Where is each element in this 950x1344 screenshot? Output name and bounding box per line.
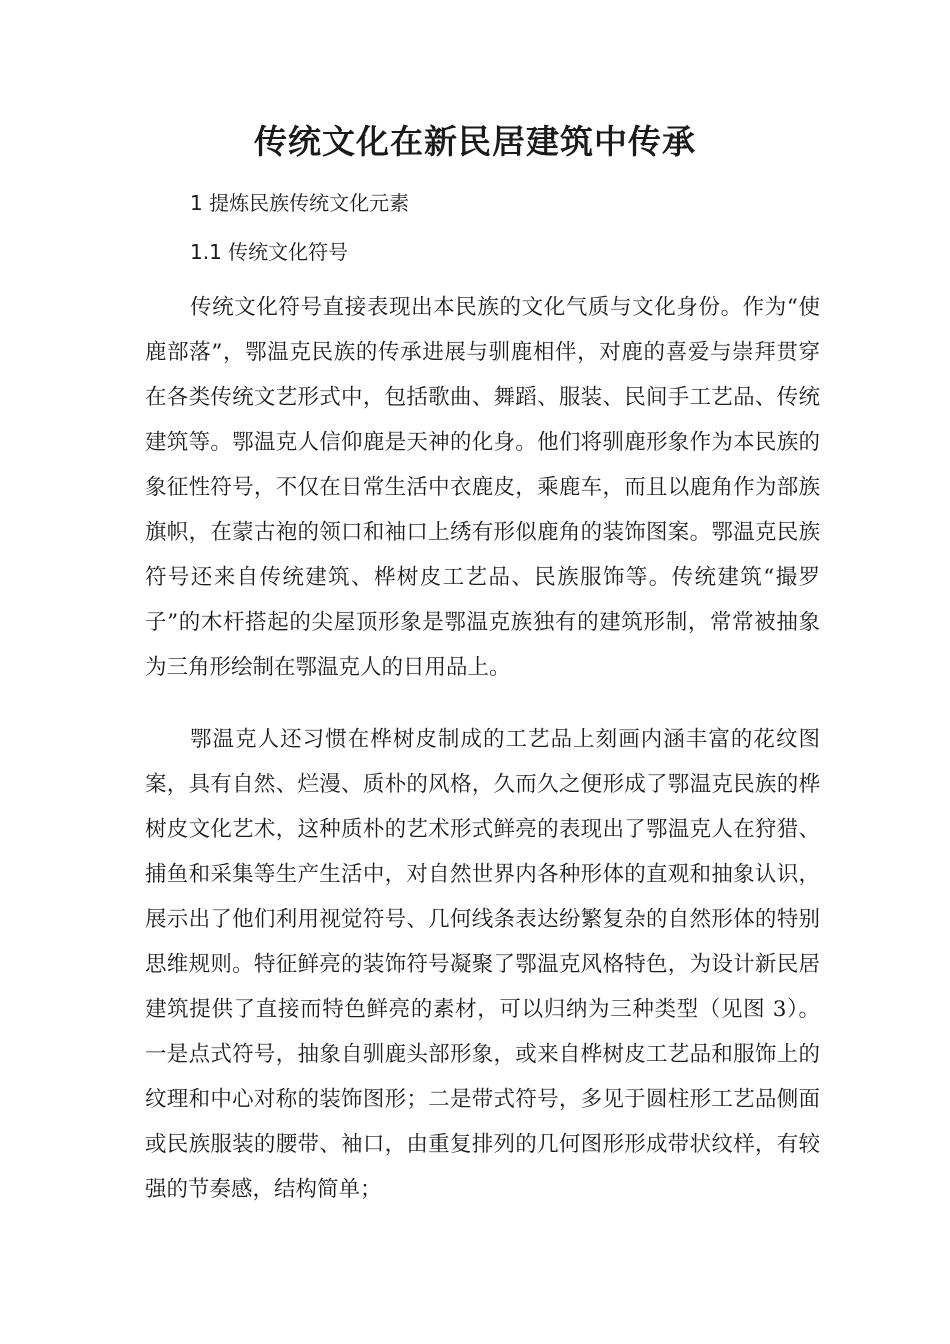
section-heading: 1 提炼民族传统文化元素 bbox=[190, 191, 410, 215]
body-paragraph-1: 传统文化符号直接表现出本民族的文化气质与文化身份。作为“使鹿部落”，鄂温克民族的传承进展与驯鹿相伴，对鹿的喜爱与崇拜贯穿在各类传统文艺形式中，包括歌曲、舞蹈、服装、民间手工艺品、传统建筑等。鄂温克人信仰鹿是天神的化身。他们将驯鹿形象作为本民族的象征性符号，不仅在日常生活中衣鹿皮，乘鹿车，而且以鹿角作为部族旗帜，在蒙古袍的领口和袖口上绣有形似鹿角的装饰图案。鄂温克民族符号还来自传统建筑、桦树皮工艺品、民族服饰等。传统建筑“撮罗子”的木杆搭起的尖屋顶形象是鄂温克族独有的建筑形制，常常被抽象为三角形绘制在鄂温克人的日用品上。 bbox=[145, 295, 820, 680]
body-paragraph-2: 鄂温克人还习惯在桦树皮制成的工艺品上刻画内涵丰富的花纹图案，具有自然、烂漫、质朴的风格，久而久之便形成了鄂温克民族的桦树皮文化艺术，这种质朴的艺术形式鲜亮的表现出了鄂温克人在狩猎、捕鱼和采集等生产生活中，对自然世界内各种形体的直观和抽象认识，展示出了他们利用视觉符号、几何线条表达纷繁复杂的自然形体的特别思维规则。特征鲜亮的装饰符号凝聚了鄂温克风格特色，为设计新民居建筑提供了直接而特色鲜亮的素材，可以归纳为三种类型（见图 3）。一是点式符号，抽象自驯鹿头部形象，或来自桦树皮工艺品和服饰上的纹理和中心对称的装饰图形；二是带式符号，多见于圆柱形工艺品侧面或民族服装的腰带、袖口，由重复排列的几何图形形成带状纹样，有较强的节奏感，结构简单； bbox=[145, 727, 820, 1202]
document-title: 传统文化在新民居建筑中传承 bbox=[254, 122, 696, 161]
subsection-heading: 1.1 传统文化符号 bbox=[190, 240, 349, 264]
